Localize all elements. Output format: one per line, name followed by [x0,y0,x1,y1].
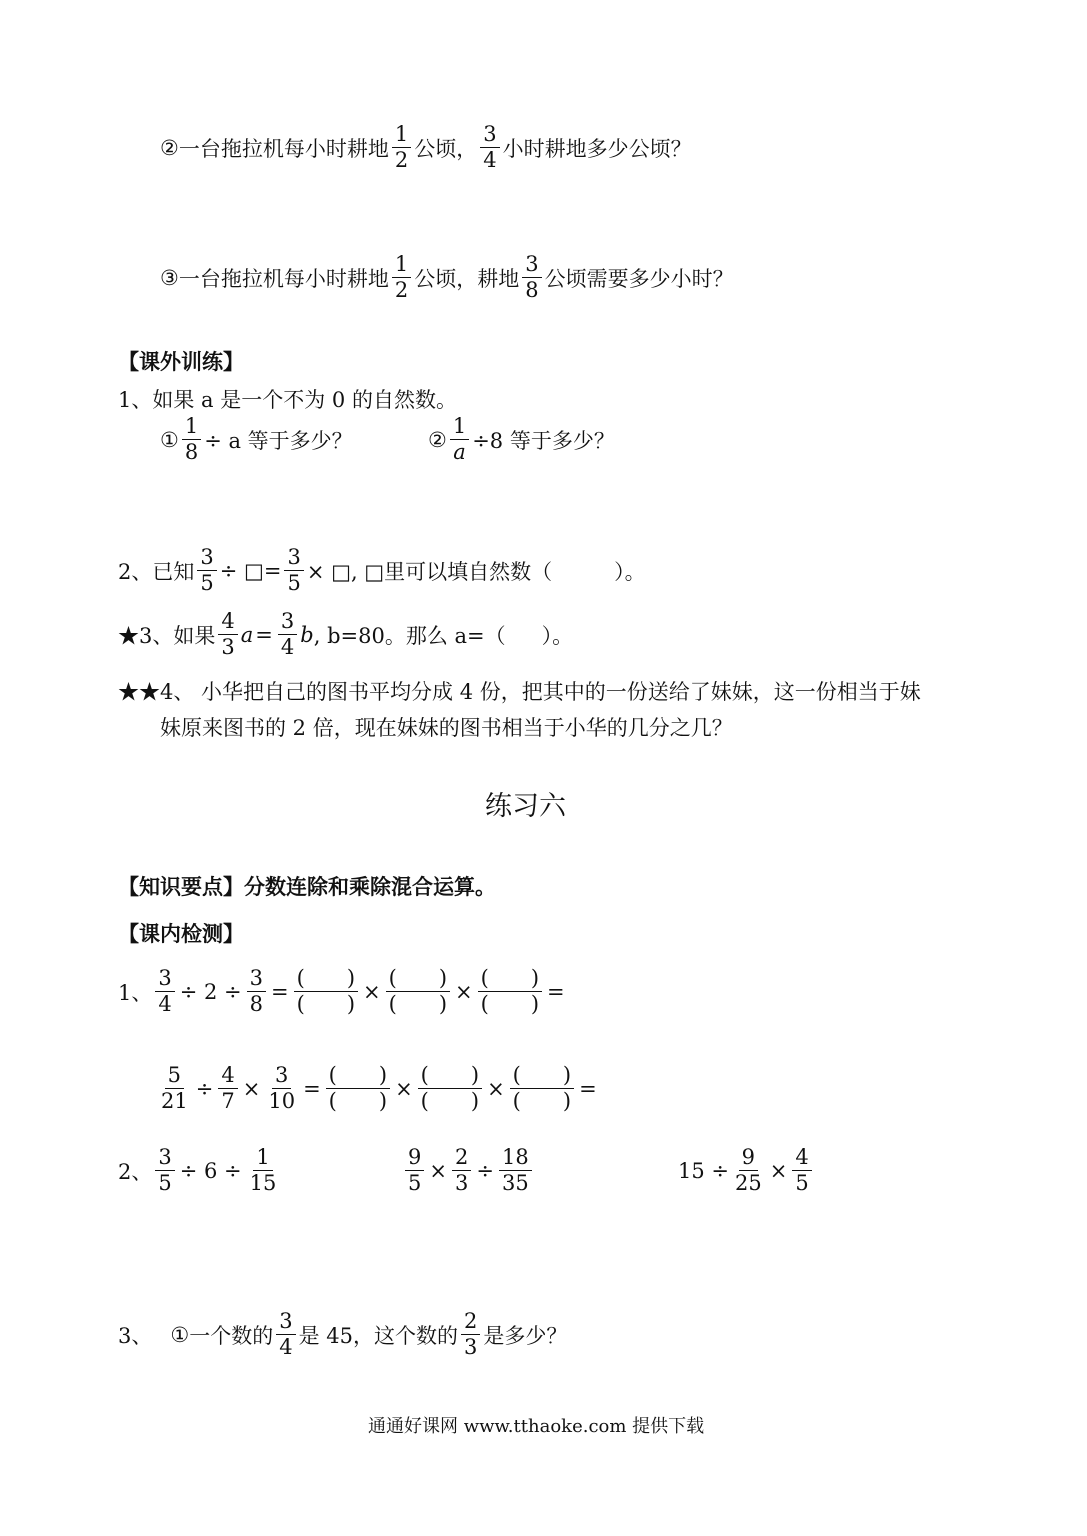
times-sign: × [395,1076,413,1101]
extra-item-1: 1、如果 a 是一个不为 0 的自然数。 [118,388,457,412]
section-heading-knowledge: 【知识要点】 [118,875,244,899]
fraction [480,122,499,173]
blank-denominator[interactable]: ( ) [296,992,356,1016]
fraction [499,1145,532,1196]
fraction [197,545,216,596]
blank-denominator[interactable]: ( ) [420,1089,480,1113]
denominator: 2 [394,278,409,302]
fraction [284,545,303,596]
circled-number: ① [170,1322,190,1347]
fraction [155,1145,174,1196]
numerator: 9 [739,1145,758,1171]
fraction [265,1063,298,1114]
blank-fraction[interactable] [418,1063,482,1114]
item-number: 1、 [118,980,153,1005]
numerator: 1 [253,1145,272,1171]
numerator: 1 [392,252,411,278]
denominator: 4 [279,1335,293,1359]
fraction [247,1145,280,1196]
check-item-3 [118,1309,567,1360]
numerator: 1 [182,414,201,440]
denominator: 5 [795,1171,809,1195]
denominator: 8 [249,992,264,1016]
blank-denominator[interactable]: ( ) [388,992,448,1016]
numerator: 1 [392,122,411,148]
extra-item-4-line-2: 妹原来图书的 2 倍，现在妹妹的图书相当于小华的几分之几？ [160,716,733,740]
fraction [182,414,201,465]
check-item-1-row-1 [118,966,567,1017]
equals-sign: = [255,622,273,647]
operator: ÷ [195,1076,214,1101]
blank-denominator[interactable]: ( ) [512,1089,572,1113]
extra-item-2 [118,545,646,596]
operator: × [769,1158,788,1183]
times-sign: × [363,979,381,1004]
check-item-2b [402,1145,535,1196]
numerator: 18 [499,1145,532,1171]
fraction [158,1063,191,1114]
blank-numerator[interactable]: ( ) [386,966,450,992]
fraction [247,966,266,1017]
blank-fraction[interactable] [326,1063,390,1114]
denominator: 15 [249,1171,277,1195]
fraction [405,1145,424,1196]
numerator: 1 [450,414,469,440]
extra-item-1-part-2 [428,414,615,465]
denominator: 5 [200,571,214,595]
fraction [450,414,469,465]
fraction [461,1309,480,1360]
denominator: 3 [221,635,235,659]
numerator: 3 [247,966,266,992]
numerator: 2 [452,1145,471,1171]
denominator: 4 [280,635,295,659]
operator: ÷ [476,1158,494,1183]
fraction [278,609,297,660]
question-text: 是多少？ [483,1323,568,1348]
question-text: 小时耕地多少公顷？ [502,136,692,161]
blank-numerator[interactable]: ( ) [418,1063,482,1089]
question-text: 公顷， [414,136,478,161]
question-3 [160,252,734,303]
denominator: 7 [221,1089,235,1113]
numerator: 4 [792,1145,811,1171]
item-number: 3、 [118,1323,153,1348]
numerator: 3 [276,1309,295,1335]
question-text: ÷8 等于多少？ [472,428,615,453]
denominator: 35 [501,1171,529,1195]
equals-sign: = [579,1076,597,1101]
knowledge-points [118,871,496,901]
equals-sign: = [271,979,289,1004]
question-text: 2、已知 [118,559,195,584]
blank-denominator[interactable]: ( ) [328,1089,388,1113]
question-text: 公顷需要多少小时？ [544,266,734,291]
denominator: 3 [454,1171,469,1195]
question-text: , b=80。那么 a=（ [313,623,506,648]
question-2 [160,122,692,173]
check-item-1-row-2 [155,1063,599,1114]
operator: ÷ 6 ÷ [179,1158,242,1183]
blank-numerator[interactable]: ( ) [294,966,358,992]
equals-sign: = [303,1076,321,1101]
check-item-2a [118,1145,282,1196]
circled-number: ① [160,427,179,452]
question-text: 一台拖拉机每小时耕地 [178,266,389,291]
question-text: ÷ a 等于多少？ [204,428,353,453]
knowledge-text: 分数连除和乘除混合运算。 [244,875,496,899]
footer: 通通好课网 www.tthaoke.com 提供下载 [368,1416,705,1437]
variable: a [240,622,254,647]
blank-numerator[interactable]: ( ) [326,1063,390,1089]
numerator: 4 [218,609,237,635]
question-text: ★3、如果 [118,623,216,648]
variable: b [300,622,314,647]
circled-number: ② [428,427,447,452]
extra-item-3 [118,609,573,660]
section-heading-check: 【课内检测】 [118,922,244,946]
numerator: 9 [405,1145,424,1171]
numerator: 3 [278,609,297,635]
question-text: 公顷，耕地 [414,266,520,291]
denominator: 4 [483,148,497,172]
extra-item-1-part-1 [160,414,353,465]
denominator: 8 [525,278,539,302]
denominator: 5 [158,1171,172,1195]
blank-fraction[interactable] [294,966,358,1017]
operator: 15 ÷ [678,1158,729,1183]
blank-fraction[interactable] [510,1063,574,1114]
fraction [452,1145,471,1196]
numerator: 3 [522,252,541,278]
check-item-2c [678,1145,815,1196]
blank-numerator[interactable]: ( ) [478,966,542,992]
numerator: 3 [272,1063,291,1089]
denominator: 4 [158,992,172,1016]
denominator: 5 [287,571,301,595]
fraction [155,966,174,1017]
numerator: 4 [218,1063,237,1089]
numerator: 3 [155,966,174,992]
item-number: 2、 [118,1159,153,1184]
question-text: 一个数的 [189,1323,274,1348]
numerator: 5 [165,1063,184,1089]
numerator: 3 [197,545,216,571]
denominator: 2 [394,148,409,172]
numerator: 3 [155,1145,174,1171]
fraction [522,252,541,303]
operator: × [429,1158,447,1183]
blank-fraction[interactable] [386,966,450,1017]
denominator: 8 [184,440,199,464]
extra-item-4-line-1: ★★4、 小华把自己的图书平均分成 4 份，把其中的一份送给了妹妹，这一份相当于妹 [118,680,921,704]
times-sign: × [455,979,473,1004]
page-title: 练习六 [485,791,566,822]
question-text: ÷ □= [219,558,282,583]
denominator: 5 [408,1171,422,1195]
denominator: 10 [268,1089,296,1113]
question-text: × □, □里可以填自然数（ [306,559,553,584]
fraction [792,1145,811,1196]
denominator: a [453,440,466,464]
denominator: 21 [161,1089,188,1113]
section-heading-extra: 【课外训练】 [118,350,244,374]
blank-fraction[interactable] [478,966,542,1017]
question-text: 一台拖拉机每小时耕地 [178,136,389,161]
circled-number: ② [160,135,179,160]
question-text: ）。 [614,559,646,584]
fraction [732,1145,765,1196]
numerator: 3 [480,122,499,148]
denominator: 25 [735,1171,762,1195]
blank-denominator[interactable]: ( ) [480,992,540,1016]
question-text: ）。 [541,623,574,648]
fraction [392,122,411,173]
denominator: 3 [463,1335,478,1359]
equals-sign: = [547,979,565,1004]
times-sign: × [487,1076,505,1101]
numerator: 3 [284,545,303,571]
fraction [218,609,237,660]
numerator: 2 [461,1309,480,1335]
fraction [392,252,411,303]
operator: × [242,1076,261,1101]
fraction [218,1063,237,1114]
circled-number: ③ [160,265,179,290]
blank-numerator[interactable]: ( ) [510,1063,574,1089]
fraction [276,1309,295,1360]
operator: ÷ 2 ÷ [179,979,242,1004]
question-text: 是 45，这个数的 [298,1323,458,1348]
